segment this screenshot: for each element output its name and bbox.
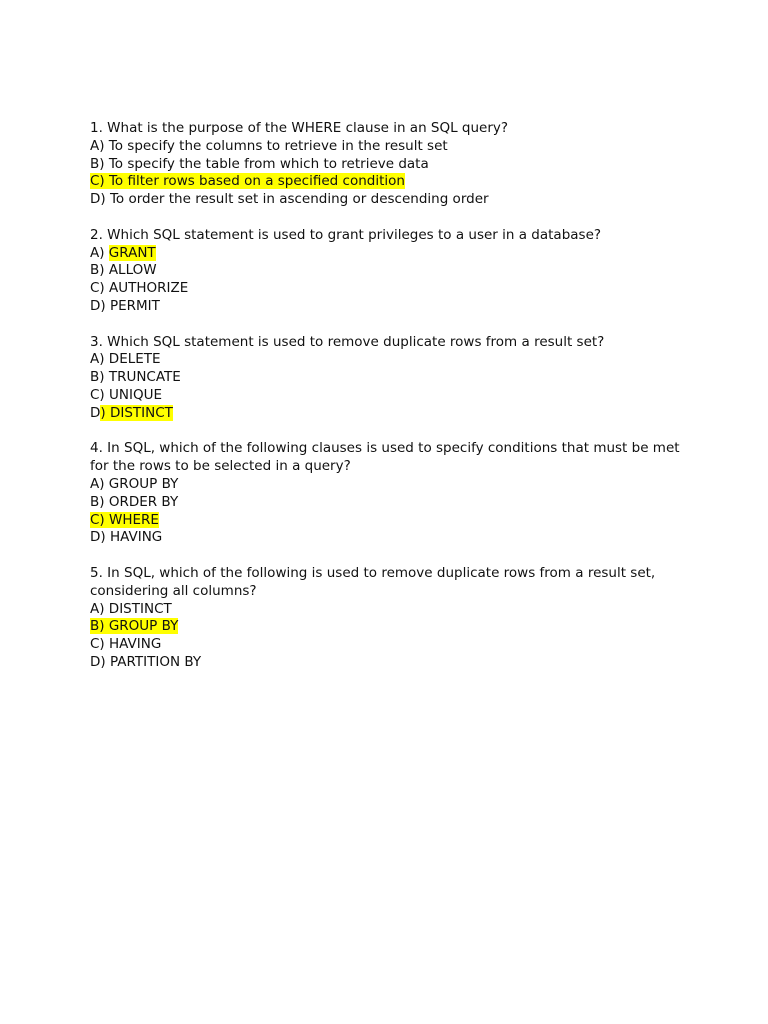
answer-option-c [90,636,690,654]
answer-option-a [90,245,690,263]
answer-option-d [90,529,690,547]
answer-option-d [90,298,690,316]
answer-option-c [90,280,690,298]
option-text: D) PARTITION BY [90,653,202,670]
option-text: A) DISTINCT [90,600,172,617]
option-text: B) ALLOW [90,262,157,279]
question-block-5 [90,565,690,672]
answer-option-a [90,601,690,619]
answer-option-c [90,387,690,405]
question-text: 3. Which SQL statement is used to remove duplicate rows from a result set? [90,333,605,350]
option-text: C) HAVING [90,636,162,653]
question-text: 1. What is the purpose of the WHERE clause in an SQL query? [90,120,509,136]
answer-option-b [90,369,690,387]
option-text: B) ORDER BY [90,493,179,510]
highlighted-answer: C) To filter rows based on a specified condition [90,173,405,190]
highlighted-answer: ) DISTINCT [100,404,173,421]
answer-option-b [90,262,690,280]
option-text: C) UNIQUE [90,386,162,403]
option-text: C) AUTHORIZE [90,280,189,297]
answer-option-b [90,156,690,174]
question-block-2 [90,227,690,316]
option-prefix: D [90,404,101,421]
answer-option-c [90,512,690,530]
option-text: A) To specify the columns to retrieve in the result set [90,137,448,154]
highlighted-answer: GRANT [108,244,156,261]
option-text: B) To specify the table from which to retrieve data [90,155,429,172]
question-text: 2. Which SQL statement is used to grant privileges to a user in a database? [90,226,602,243]
question-block-3 [90,334,690,423]
question-block-4 [90,440,690,547]
option-text: B) TRUNCATE [90,369,181,386]
question-text: 5. In SQL, which of the following is used to remove duplicate rows from a result set, considering all columns? [90,564,656,599]
answer-option-a [90,476,690,494]
document-page [90,120,690,690]
option-text: A) GROUP BY [90,475,179,492]
answer-option-d [90,191,690,209]
question-block-1 [90,120,690,209]
option-text: A) DELETE [90,351,161,368]
highlighted-answer: B) GROUP BY [90,618,179,635]
answer-option-b [90,494,690,512]
answer-option-a [90,138,690,156]
answer-option-b [90,618,690,636]
option-prefix: A) [90,244,109,261]
highlighted-answer: C) WHERE [90,511,159,528]
answer-option-d [90,654,690,672]
answer-option-a [90,351,690,369]
option-text: D) PERMIT [90,297,160,314]
option-text: D) HAVING [90,529,163,546]
answer-option-d [90,405,690,423]
answer-option-c [90,173,690,191]
question-text: 4. In SQL, which of the following clauses is used to specify conditions that must be met for the rows to be selected in a query? [90,440,680,475]
option-text: D) To order the result set in ascending or descending order [90,191,489,208]
